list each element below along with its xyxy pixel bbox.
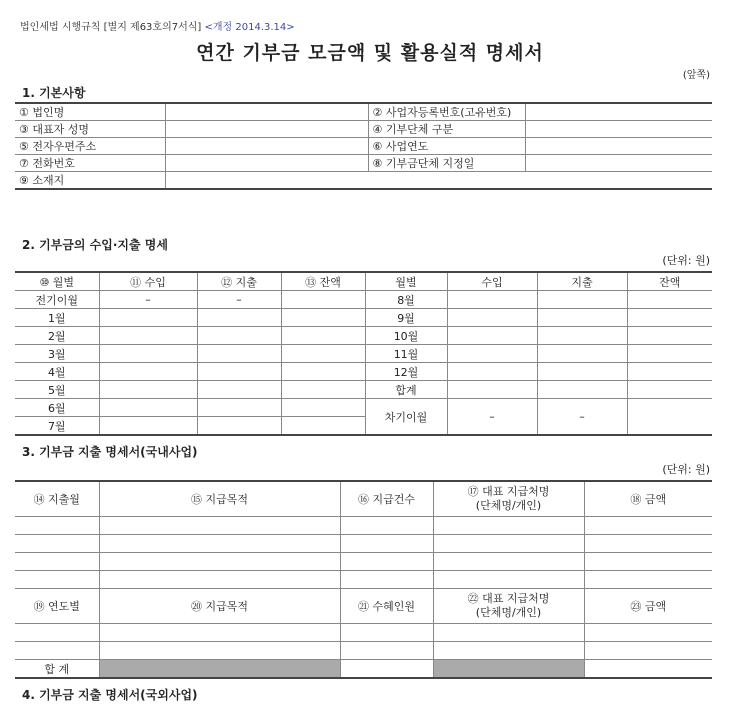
cell[interactable] [340,553,433,571]
month-label: 12월 [365,363,447,381]
field-corp-name[interactable] [165,103,368,121]
cell[interactable] [15,553,99,571]
expense-cell[interactable] [197,363,281,381]
month-label: 2월 [15,327,99,345]
dash-cell: – [537,399,627,436]
field-fiscal-year[interactable] [525,138,712,155]
cell[interactable] [584,535,712,553]
basic-info-table [15,102,712,190]
balance-cell[interactable] [627,363,712,381]
law-reference: 법인세법 시행규칙 [별지 제63호의7서식] [20,22,202,33]
col-header: 잔액 [627,272,712,291]
cell[interactable] [584,642,712,660]
label-representative: ③ 대표자 성명 [15,121,165,138]
balance-cell[interactable] [281,309,365,327]
month-label: 8월 [365,291,447,309]
expense-cell[interactable] [537,327,627,345]
table-row [15,399,712,417]
col-header: 지출 [537,272,627,291]
expense-cell[interactable] [537,291,627,309]
cell[interactable] [99,553,340,571]
shaded-cell [99,660,340,679]
balance-cell[interactable] [281,291,365,309]
income-cell[interactable] [447,291,537,309]
cell[interactable] [99,517,340,535]
table-row [15,535,712,553]
section-4-heading: 4. 기부금 지출 명세서(국외사업) [22,688,198,702]
field-email[interactable] [165,138,368,155]
field-designation-date[interactable] [525,155,712,172]
income-cell[interactable] [99,327,197,345]
form-reference [20,18,295,33]
field-representative[interactable] [165,121,368,138]
table-row [15,381,712,399]
month-label: 1월 [15,309,99,327]
cell[interactable] [433,535,584,553]
cell[interactable] [584,553,712,571]
month-label: 4월 [15,363,99,381]
expense-cell[interactable] [197,399,281,417]
total-label: 합계 [365,381,447,399]
balance-cell[interactable] [627,399,712,436]
col-header: 수입 [447,272,537,291]
cell[interactable] [99,642,340,660]
income-cell[interactable] [447,363,537,381]
col-header: ⑪ 수입 [99,272,197,291]
table-row [15,624,712,642]
table-row [15,363,712,381]
carry-out-label: 차기이월 [365,399,447,436]
income-cell[interactable] [99,381,197,399]
dash-cell: – [197,291,281,309]
label-fiscal-year: ⑥ 사업연도 [368,138,525,155]
balance-cell[interactable] [281,363,365,381]
expense-cell[interactable] [197,417,281,436]
cell[interactable] [433,571,584,589]
balance-cell[interactable] [281,381,365,399]
month-label: 11월 [365,345,447,363]
cell[interactable] [584,660,712,679]
income-cell[interactable] [447,345,537,363]
cell[interactable] [15,535,99,553]
label-email: ⑤ 전자우편주소 [15,138,165,155]
col-header: ㉑ 수혜인원 [340,589,433,624]
month-label: 5월 [15,381,99,399]
unit-label: (단위: 원) [662,463,710,476]
expense-cell[interactable] [537,309,627,327]
table-row [15,327,712,345]
col-header: 월별 [365,272,447,291]
field-business-number[interactable] [525,103,712,121]
unit-label: (단위: 원) [662,254,710,267]
month-label: 6월 [15,399,99,417]
cell[interactable] [584,571,712,589]
dash-cell: – [447,399,537,436]
cell[interactable] [15,517,99,535]
total-label: 합 계 [15,660,99,679]
cell[interactable] [15,624,99,642]
cell[interactable] [340,571,433,589]
balance-cell[interactable] [627,309,712,327]
cell[interactable] [340,660,433,679]
balance-cell[interactable] [627,381,712,399]
cell[interactable] [340,624,433,642]
expense-cell[interactable] [537,381,627,399]
month-label: 9월 [365,309,447,327]
income-expense-table [15,271,712,436]
header-line: ㉒ 대표 지급처명 [467,592,550,605]
income-cell[interactable] [99,309,197,327]
col-header: ⑯ 지급건수 [340,481,433,517]
col-header: ⑭ 지출월 [15,481,99,517]
header-line: (단체명/개인) [475,606,542,619]
document-title: 연간 기부금 모금액 및 활용실적 명세서 [196,42,544,64]
table-row [15,642,712,660]
balance-cell[interactable] [281,345,365,363]
cell[interactable] [340,642,433,660]
expense-cell[interactable] [197,381,281,399]
income-cell[interactable] [99,417,197,436]
table-header-row [15,589,712,624]
table-row [15,345,712,363]
col-header-recipient [433,481,584,517]
income-cell[interactable] [99,363,197,381]
col-header: ⑩ 월별 [15,272,99,291]
balance-cell[interactable] [627,345,712,363]
label-org-type: ④ 기부단체 구분 [368,121,525,138]
cell[interactable] [15,571,99,589]
col-header-recipient [433,589,584,624]
domestic-expense-table [15,480,712,679]
income-cell[interactable] [99,399,197,417]
month-label: 7월 [15,417,99,436]
section-2-heading: 2. 기부금의 수입·지출 명세 [22,238,168,252]
col-header: ⑫ 지출 [197,272,281,291]
label-phone: ⑦ 전화번호 [15,155,165,172]
field-phone[interactable] [165,155,368,172]
table-row [15,553,712,571]
expense-cell[interactable] [537,363,627,381]
col-header: ⑮ 지급목적 [99,481,340,517]
month-label: 10월 [365,327,447,345]
label-designation-date: ⑧ 기부금단체 지정일 [368,155,525,172]
cell[interactable] [340,535,433,553]
table-row [15,571,712,589]
dash-cell: – [99,291,197,309]
label-address: ⑨ 소재지 [15,172,165,190]
balance-cell[interactable] [627,327,712,345]
table-row [15,291,712,309]
header-line: ⑰ 대표 지급처명 [467,485,550,498]
balance-cell[interactable] [627,291,712,309]
col-header: ⑲ 연도별 [15,589,99,624]
header-line: (단체명/개인) [475,499,542,512]
cell[interactable] [340,517,433,535]
income-cell[interactable] [447,381,537,399]
table-header-row [15,481,712,517]
section-1-heading: 1. 기본사항 [22,86,86,100]
label-business-number: ② 사업자등록번호(고유번호) [368,103,525,121]
col-header: ㉓ 금액 [584,589,712,624]
table-row [15,309,712,327]
page-side: (앞쪽) [682,70,710,81]
cell[interactable] [99,535,340,553]
income-cell[interactable] [447,309,537,327]
cell[interactable] [99,571,340,589]
section-3-heading: 3. 기부금 지출 명세서(국내사업) [22,445,198,459]
col-header: ⑳ 지급목적 [99,589,340,624]
cell[interactable] [433,517,584,535]
col-header: ⑬ 잔액 [281,272,365,291]
expense-cell[interactable] [197,327,281,345]
month-label: 전기이월 [15,291,99,309]
total-row [15,660,712,679]
cell[interactable] [584,517,712,535]
cell[interactable] [584,624,712,642]
cell[interactable] [433,642,584,660]
expense-cell[interactable] [197,345,281,363]
balance-cell[interactable] [281,327,365,345]
shaded-cell [433,660,584,679]
cell[interactable] [15,642,99,660]
balance-cell[interactable] [281,417,365,436]
expense-cell[interactable] [197,309,281,327]
col-header: ⑱ 금액 [584,481,712,517]
table-header-row [15,272,712,291]
cell[interactable] [433,624,584,642]
income-cell[interactable] [447,327,537,345]
field-org-type[interactable] [525,121,712,138]
cell[interactable] [433,553,584,571]
table-row [15,517,712,535]
field-address[interactable] [165,172,712,190]
month-label: 3월 [15,345,99,363]
expense-cell[interactable] [537,345,627,363]
cell[interactable] [99,624,340,642]
income-cell[interactable] [99,345,197,363]
label-corp-name: ① 법인명 [15,103,165,121]
revision-date: <개정 2014.3.14> [204,22,295,33]
balance-cell[interactable] [281,399,365,417]
